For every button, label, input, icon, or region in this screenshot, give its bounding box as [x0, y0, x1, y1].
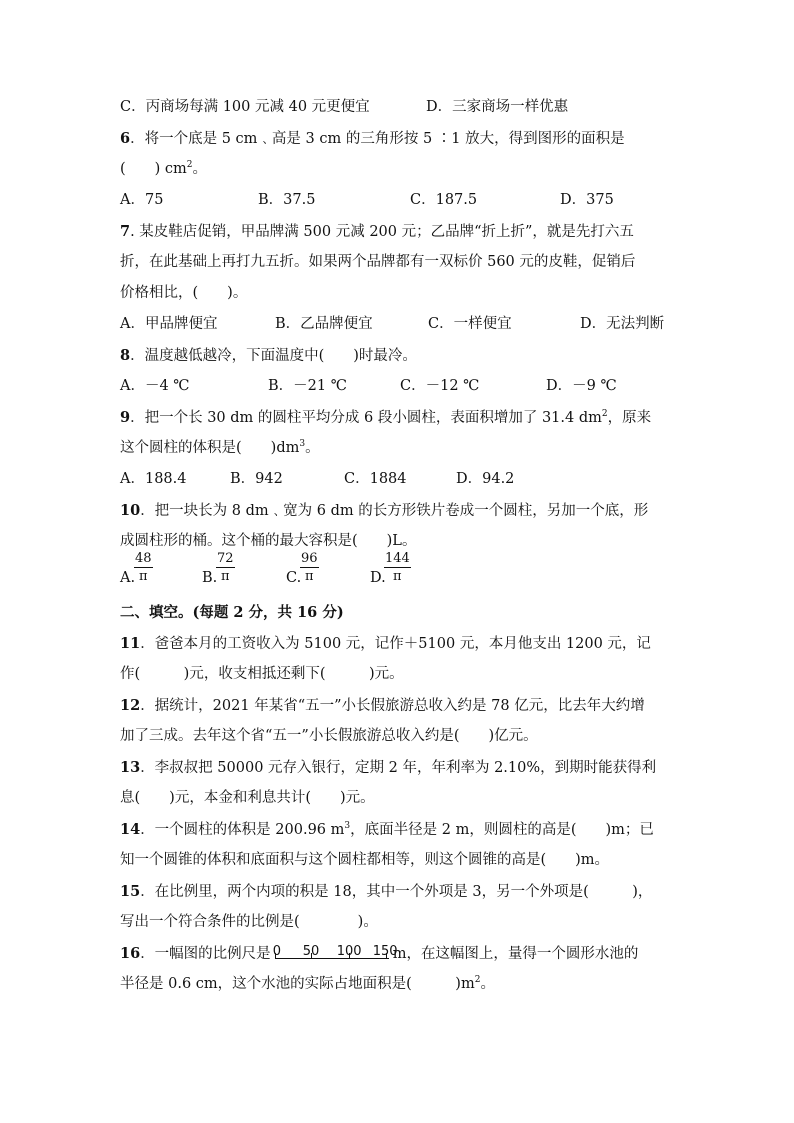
question-text: ，底面半径是 2 m，则圆柱的高是( )m；已 — [350, 822, 654, 838]
question-text: ，在这幅图上，量得一个圆形水池的 — [406, 946, 639, 962]
question-text: 。 — [192, 161, 208, 177]
question-text: ．在比例里，两个内项的积是 18，其中一个外项是 3，另一个外项是( )， — [140, 884, 653, 900]
option-c: C．一样便宜 — [428, 316, 512, 332]
scale-label: 150 — [372, 944, 398, 959]
superscript: 2 — [186, 160, 193, 171]
question-text: ．温度越低越冷，下面温度中( )时最冷。 — [130, 348, 417, 364]
question-text: 。 — [480, 976, 495, 992]
question-text: ．一幅图的比例尺是 — [140, 946, 271, 962]
scale-label: 50 — [302, 944, 320, 959]
question-7 — [120, 216, 680, 247]
question-13 — [120, 752, 680, 783]
option-d: D．无法判断 — [580, 316, 665, 332]
option-c: C．－12 ℃ — [400, 378, 480, 394]
question-10-options — [120, 551, 680, 597]
question-text: ．一个圆柱的体积是 200.96 m — [140, 822, 345, 838]
question-text: 。 — [305, 440, 320, 456]
question-6-options — [120, 185, 680, 216]
option-a: A．75 — [120, 192, 164, 208]
scale-label: 0 — [272, 944, 281, 959]
question-text: 成圆柱形的桶。这个桶的最大容积是( )L。 — [120, 533, 417, 549]
option-c: C．1884 — [344, 471, 407, 487]
fraction-numerator: 72 — [217, 551, 234, 566]
fraction-denominator: π — [305, 569, 314, 584]
option-a: A．－4 ℃ — [120, 378, 190, 394]
option-d: D．三家商场一样优惠 — [426, 99, 569, 115]
question-number: 12 — [120, 697, 141, 714]
question-7-line3 — [120, 278, 680, 309]
question-12 — [120, 690, 680, 721]
fraction-numerator: 96 — [301, 551, 318, 566]
question-text: ．将一个底是 5 cm﹑高是 3 cm 的三角形按 5 ∶1 放大，得到图形的面积是 — [130, 131, 625, 147]
question-8-options — [120, 371, 680, 402]
question-number: 6 — [120, 130, 131, 147]
fraction-numerator: 144 — [385, 551, 410, 566]
section-heading: 二、填空。(每题 2 分，共 16 分) — [120, 604, 344, 621]
fraction-denominator: π — [221, 569, 230, 584]
question-8 — [120, 340, 680, 371]
question-number: 14 — [120, 821, 141, 838]
scale-bar-line — [275, 958, 389, 959]
question-16-line2 — [120, 969, 680, 1000]
question-15-line2 — [120, 907, 680, 938]
option-d: D．375 — [560, 192, 614, 208]
option-b: B．37.5 — [258, 192, 316, 208]
question-13-line2 — [120, 783, 680, 814]
question-number: 9 — [120, 409, 131, 426]
option-b: B．－21 ℃ — [268, 378, 347, 394]
question-9 — [120, 402, 680, 433]
option-b: B．乙品牌便宜 — [275, 316, 373, 332]
option-c: C．丙商场每满 100 元减 40 元更便宜 — [120, 99, 370, 115]
question-11 — [120, 628, 680, 659]
option-label: A. — [120, 570, 136, 586]
question-7-options — [120, 309, 680, 340]
question-6-line2 — [120, 154, 680, 185]
question-text: 作( )元，收支相抵还剩下( )元。 — [120, 666, 404, 682]
scale-label: 100 — [336, 944, 362, 959]
question-text: ．把一块长为 8 dm﹑宽为 6 dm 的长方形铁片卷成一个圆柱，另加一个底，形 — [140, 503, 649, 519]
question-number: 7 — [120, 223, 131, 240]
fraction-numerator: 48 — [135, 551, 152, 566]
question-text: 写出一个符合条件的比例是( )。 — [120, 914, 378, 930]
superscript: 2 — [601, 409, 608, 420]
question-text: 这个圆柱的体积是( )dm — [120, 440, 300, 456]
fraction-denominator: π — [393, 569, 402, 584]
question-9-line2 — [120, 433, 680, 464]
superscript: 2 — [474, 975, 481, 986]
option-b: B．942 — [230, 471, 283, 487]
question-number: 8 — [120, 347, 131, 364]
question-text: ( ) cm — [120, 161, 187, 177]
question-16 — [120, 938, 680, 969]
question-7-line2 — [120, 247, 680, 278]
scale-bar — [272, 943, 398, 961]
superscript: 3 — [344, 821, 351, 832]
fraction-denominator: π — [139, 569, 148, 584]
question-text: 息( )元，本金和利息共计( )元。 — [120, 790, 375, 806]
question-9-options — [120, 464, 680, 495]
option-c: C．187.5 — [410, 192, 478, 208]
option-label: B. — [202, 570, 218, 586]
option-label: D. — [370, 570, 386, 586]
exam-page — [120, 92, 680, 1000]
question-number: 10 — [120, 502, 141, 519]
option-d: D．－9 ℃ — [546, 378, 617, 394]
question-text: ，原来 — [607, 410, 652, 426]
question-number: 15 — [120, 883, 141, 900]
question-text: 加了三成。去年这个省“五一”小长假旅游总收入约是( )亿元。 — [120, 728, 538, 744]
question-10 — [120, 495, 680, 526]
question-text: ．李叔叔把 50000 元存入银行，定期 2 年，年利率为 2.10%，到期时能获得利 — [140, 760, 657, 776]
question-number: 11 — [120, 635, 141, 652]
option-a: A．甲品牌便宜 — [120, 316, 218, 332]
question-text: 知一个圆锥的体积和底面积与这个圆柱都相等，则这个圆锥的高是( )m。 — [120, 852, 610, 868]
option-line-c-d — [120, 92, 680, 123]
question-12-line2 — [120, 721, 680, 752]
question-6 — [120, 123, 680, 154]
question-11-line2 — [120, 659, 680, 690]
question-text: 半径是 0.6 cm，这个水池的实际占地面积是( )m — [120, 976, 475, 992]
question-text: 折，在此基础上再打九五折。如果两个品牌都有一双标价 560 元的皮鞋，促销后 — [120, 254, 636, 270]
scale-unit: m — [392, 946, 407, 962]
question-14 — [120, 814, 680, 845]
question-text: . 某皮鞋店促销，甲品牌满 500 元减 200 元；乙品牌“折上折”，就是先打六五 — [130, 224, 634, 240]
option-d: D．94.2 — [456, 471, 515, 487]
superscript: 3 — [299, 439, 306, 450]
question-text: ．据统计，2021 年某省“五一”小长假旅游总收入约是 78 亿元，比去年大约增 — [140, 698, 645, 714]
question-number: 16 — [120, 945, 141, 962]
question-14-line2 — [120, 845, 680, 876]
option-a: A．188.4 — [120, 471, 187, 487]
question-number: 13 — [120, 759, 141, 776]
question-15 — [120, 876, 680, 907]
question-text: 价格相比，( )。 — [120, 285, 248, 301]
option-label: C. — [286, 570, 302, 586]
question-text: ．爸爸本月的工资收入为 5100 元，记作＋5100 元，本月他支出 1200 元，记 — [140, 636, 651, 652]
question-text: ．把一个长 30 dm 的圆柱平均分成 6 段小圆柱，表面积增加了 31.4 dm — [130, 410, 602, 426]
